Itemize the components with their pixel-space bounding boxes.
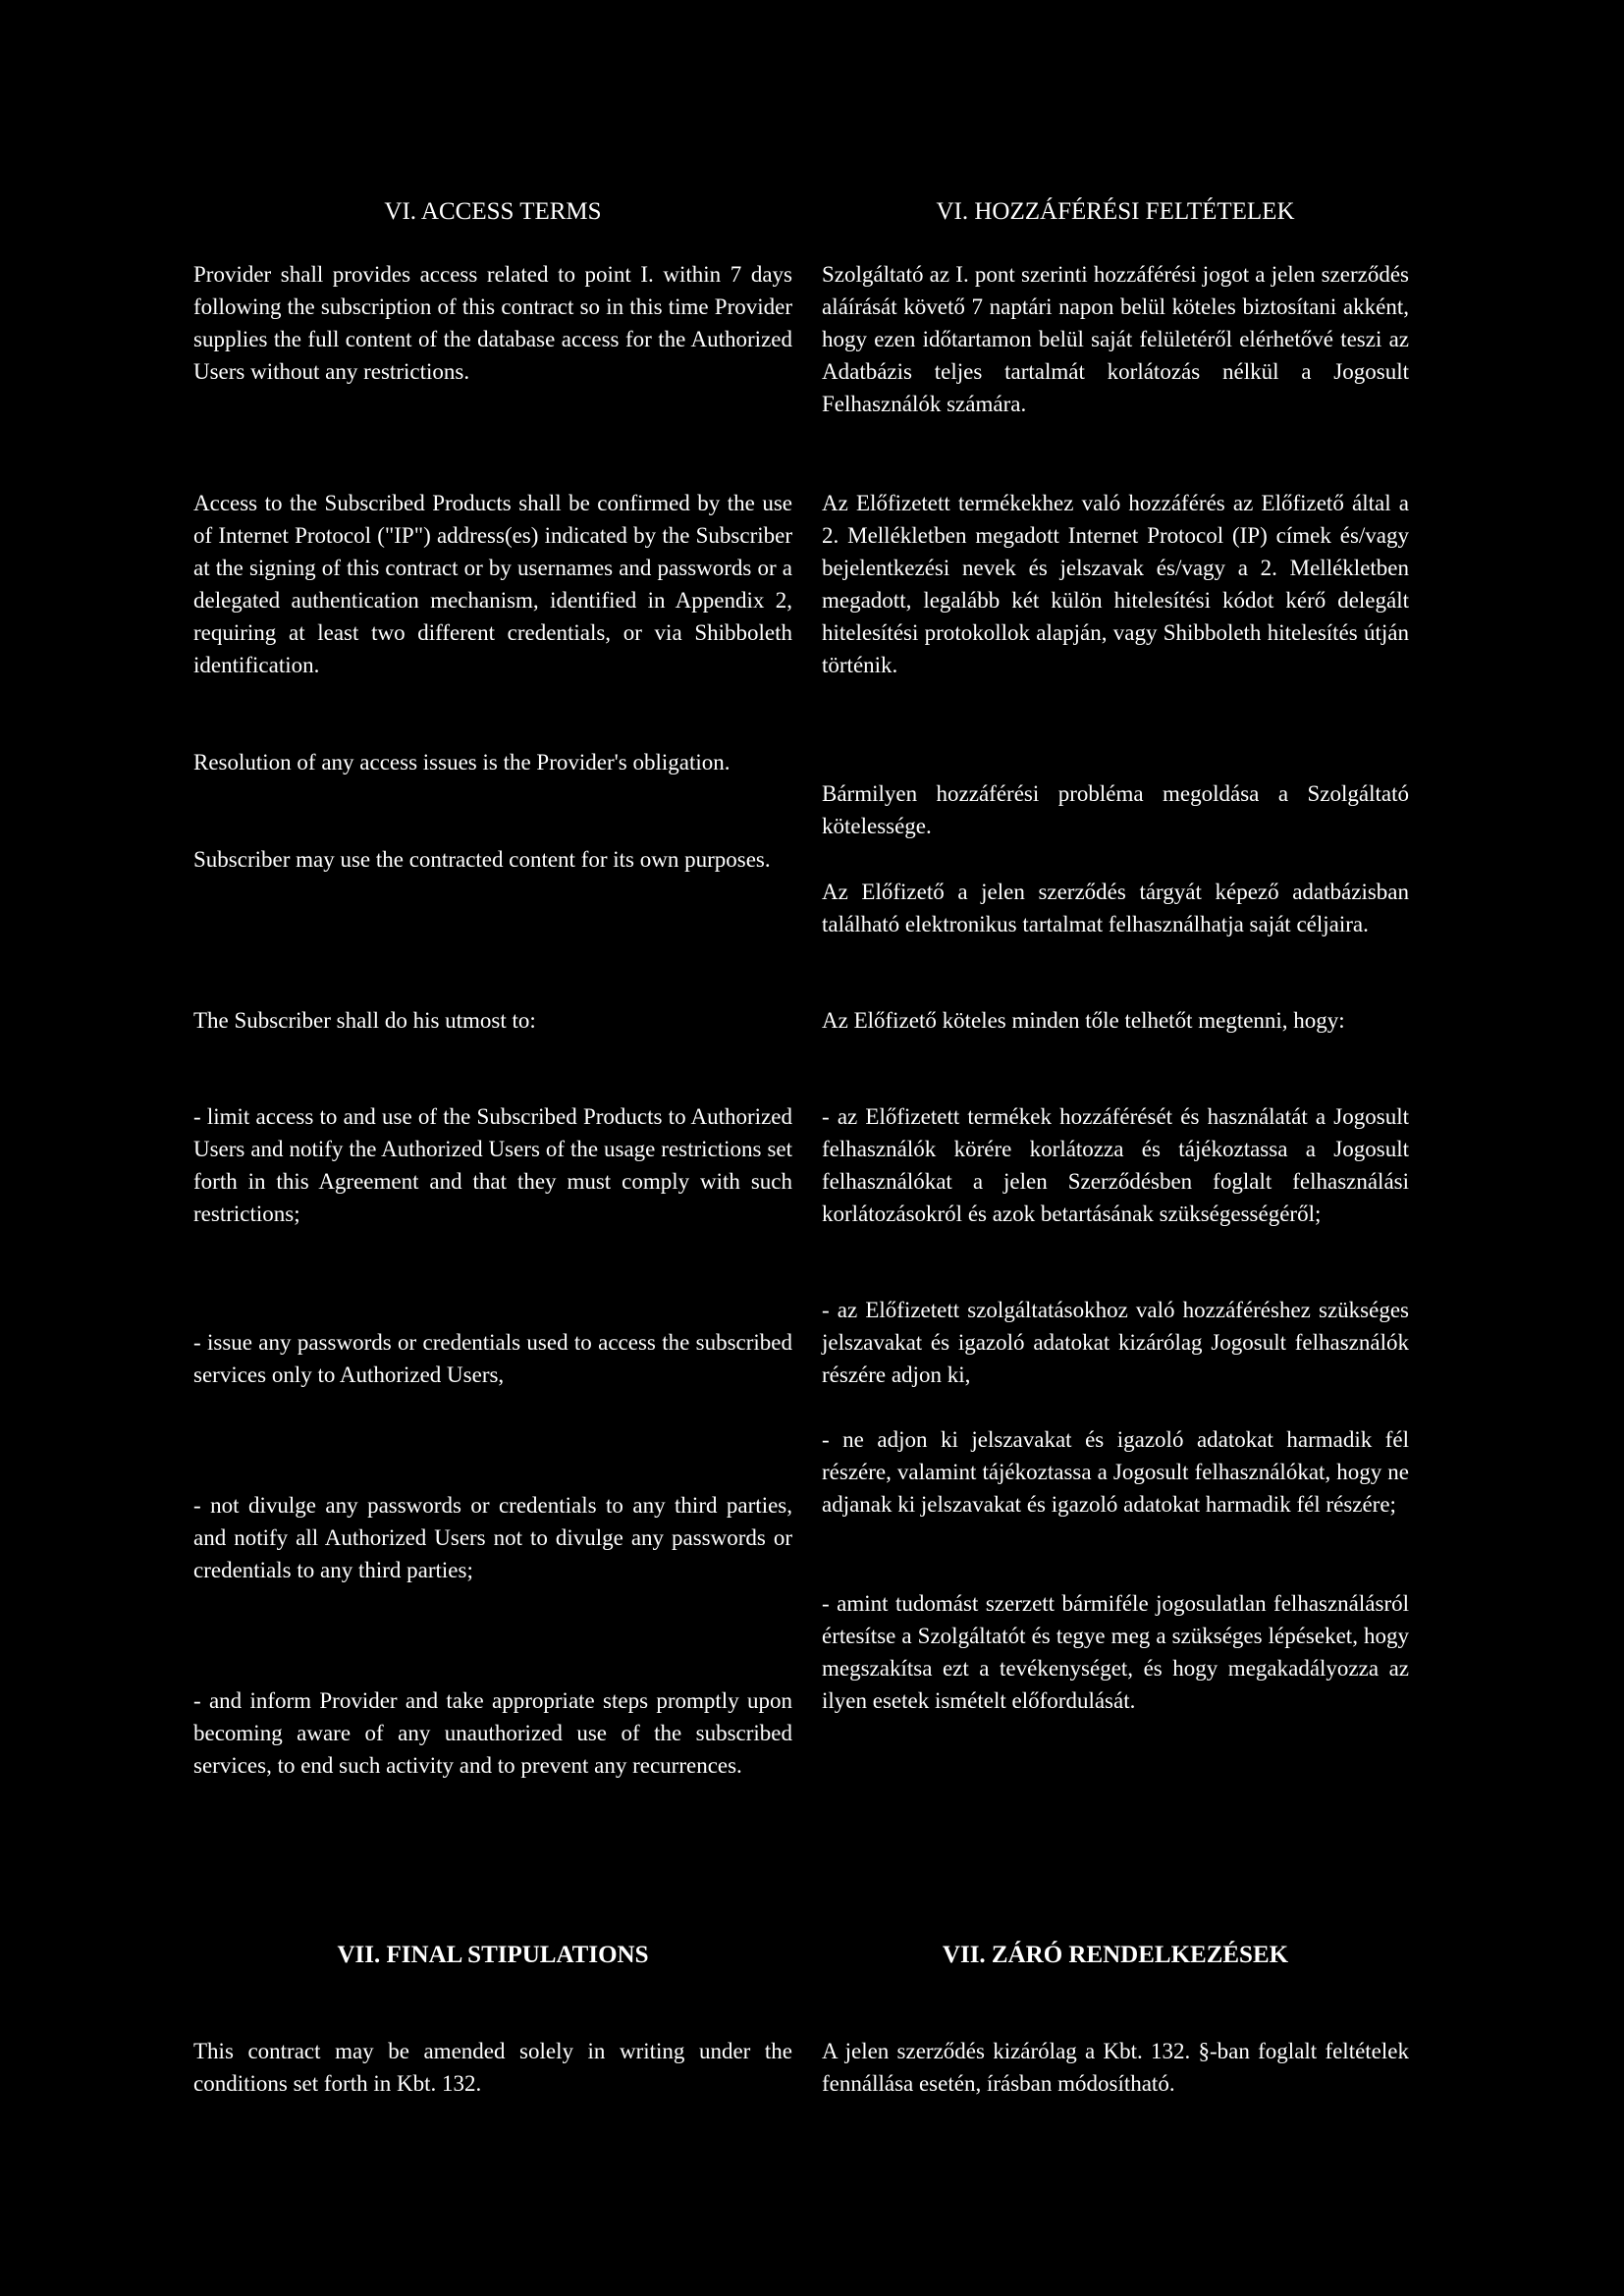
- section-vii-heading-hu: VII. ZÁRÓ RENDELKEZÉSEK: [942, 1942, 1289, 1968]
- access-confirmation-paragraph-hu: Az Előfizetett termékekhez való hozzáférés az Előfizető által a 2. Mellékletben megadott Internet Protocol (IP) címek és/vagy bejelentkezési nevek és jelszavak és/vagy a 2. Mellékletben megadott, legalább két külön hitelesítési kódot kérő delegált hitelesítési protokollok alapján, vagy Shibboleth hitelesítés útján történik.: [822, 491, 1409, 677]
- access-issues-paragraph-hu: Bármilyen hozzáférési probléma megoldása a Szolgáltató kötelessége.: [822, 781, 1409, 838]
- subscriber-duties-intro-en: The Subscriber shall do his utmost to:: [193, 1008, 536, 1033]
- amendment-paragraph-en: This contract may be amended solely in writing under the conditions set forth in Kbt. 132.: [193, 2039, 792, 2096]
- section-vi-heading-hu: VI. HOZZÁFÉRÉSI FELTÉTELEK: [936, 198, 1295, 225]
- duty-inform-provider-hu: - amint tudomást szerzett bármiféle jogosulatlan felhasználásról értesítse a Szolgáltatót és tegye meg a szükséges lépéseket, hogy megszakítsa ezt a tevékenységet, és hogy megakadályozza az ilyen esetek ismételt előfordulását.: [822, 1591, 1409, 1713]
- section-vi-heading-en: VI. ACCESS TERMS: [384, 198, 602, 225]
- subscriber-duties-intro-hu: Az Előfizető köteles minden tőle telhetőt megtenni, hogy:: [822, 1008, 1345, 1033]
- access-provision-paragraph-en: Provider shall provides access related to point I. within 7 days following the subscription of this contract so in this time Provider supplies the full content of the database access for the Authorized Users without any restrictions.: [193, 262, 792, 384]
- access-issues-paragraph-en: Resolution of any access issues is the Provider's obligation.: [193, 750, 731, 774]
- duty-issue-credentials-hu: - az Előfizetett szolgáltatásokhoz való hozzáféréshez szükséges jelszavakat és igazoló adatokat kizárólag Jogosult felhasználók részére adjon ki,: [822, 1298, 1409, 1387]
- duty-inform-provider-en: - and inform Provider and take appropriate steps promptly upon becoming aware of any unauthorized use of the subscribed services, to end such activity and to prevent any recurrences.: [193, 1688, 792, 1778]
- amendment-paragraph-hu: A jelen szerződés kizárólag a Kbt. 132. §-ban foglalt feltételek fennállása esetén, írásban módosítható.: [822, 2039, 1409, 2096]
- content-use-paragraph-en: Subscriber may use the contracted content for its own purposes.: [193, 847, 771, 872]
- duty-not-divulge-hu: - ne adjon ki jelszavakat és igazoló adatokat harmadik fél részére, valamint tájékoztassa a Jogosult felhasználókat, hogy ne adjanak ki jelszavakat és igazoló adatokat harmadik fél részére;: [822, 1427, 1409, 1517]
- section-vii-heading-en: VII. FINAL STIPULATIONS: [337, 1942, 649, 1968]
- content-use-paragraph-hu: Az Előfizető a jelen szerződés tárgyát képező adatbázisban található elektronikus tartalmat felhasználhatja saját céljaira.: [822, 880, 1409, 936]
- duty-limit-access-en: - limit access to and use of the Subscribed Products to Authorized Users and notify the Authorized Users of the usage restrictions set forth in this Agreement and that they must comply with such restrictions;: [193, 1104, 792, 1226]
- access-provision-paragraph-hu: Szolgáltató az I. pont szerinti hozzáférési jogot a jelen szerződés aláírását követő 7 naptári napon belül köteles biztosítani akként, hogy ezen időtartamon belül saját felületéről elérhetővé teszi az Adatbázis teljes tartalmát korlátozás nélkül a Jogosult Felhasználók számára.: [822, 262, 1409, 416]
- duty-limit-access-hu: - az Előfizetett termékek hozzáférését és használatát a Jogosult felhasználók körére korlátozza és tájékoztassa a Jogosult felhasználókat a jelen Szerződésben foglalt felhasználási korlátozásokról és azok betartásának szükségességéről;: [822, 1104, 1409, 1226]
- access-confirmation-paragraph-en: Access to the Subscribed Products shall be confirmed by the use of Internet Protocol ("IP") address(es) indicated by the Subscriber at the signing of this contract or by usernames and passwords or a delegated authentication mechanism, identified in Appendix 2, requiring at least two different credentials, or via Shibboleth identification.: [193, 491, 792, 677]
- duty-not-divulge-en: - not divulge any passwords or credentials to any third parties, and notify all Authorized Users not to divulge any passwords or credentials to any third parties;: [193, 1493, 792, 1582]
- duty-issue-credentials-en: - issue any passwords or credentials used to access the subscribed services only to Authorized Users,: [193, 1330, 792, 1387]
